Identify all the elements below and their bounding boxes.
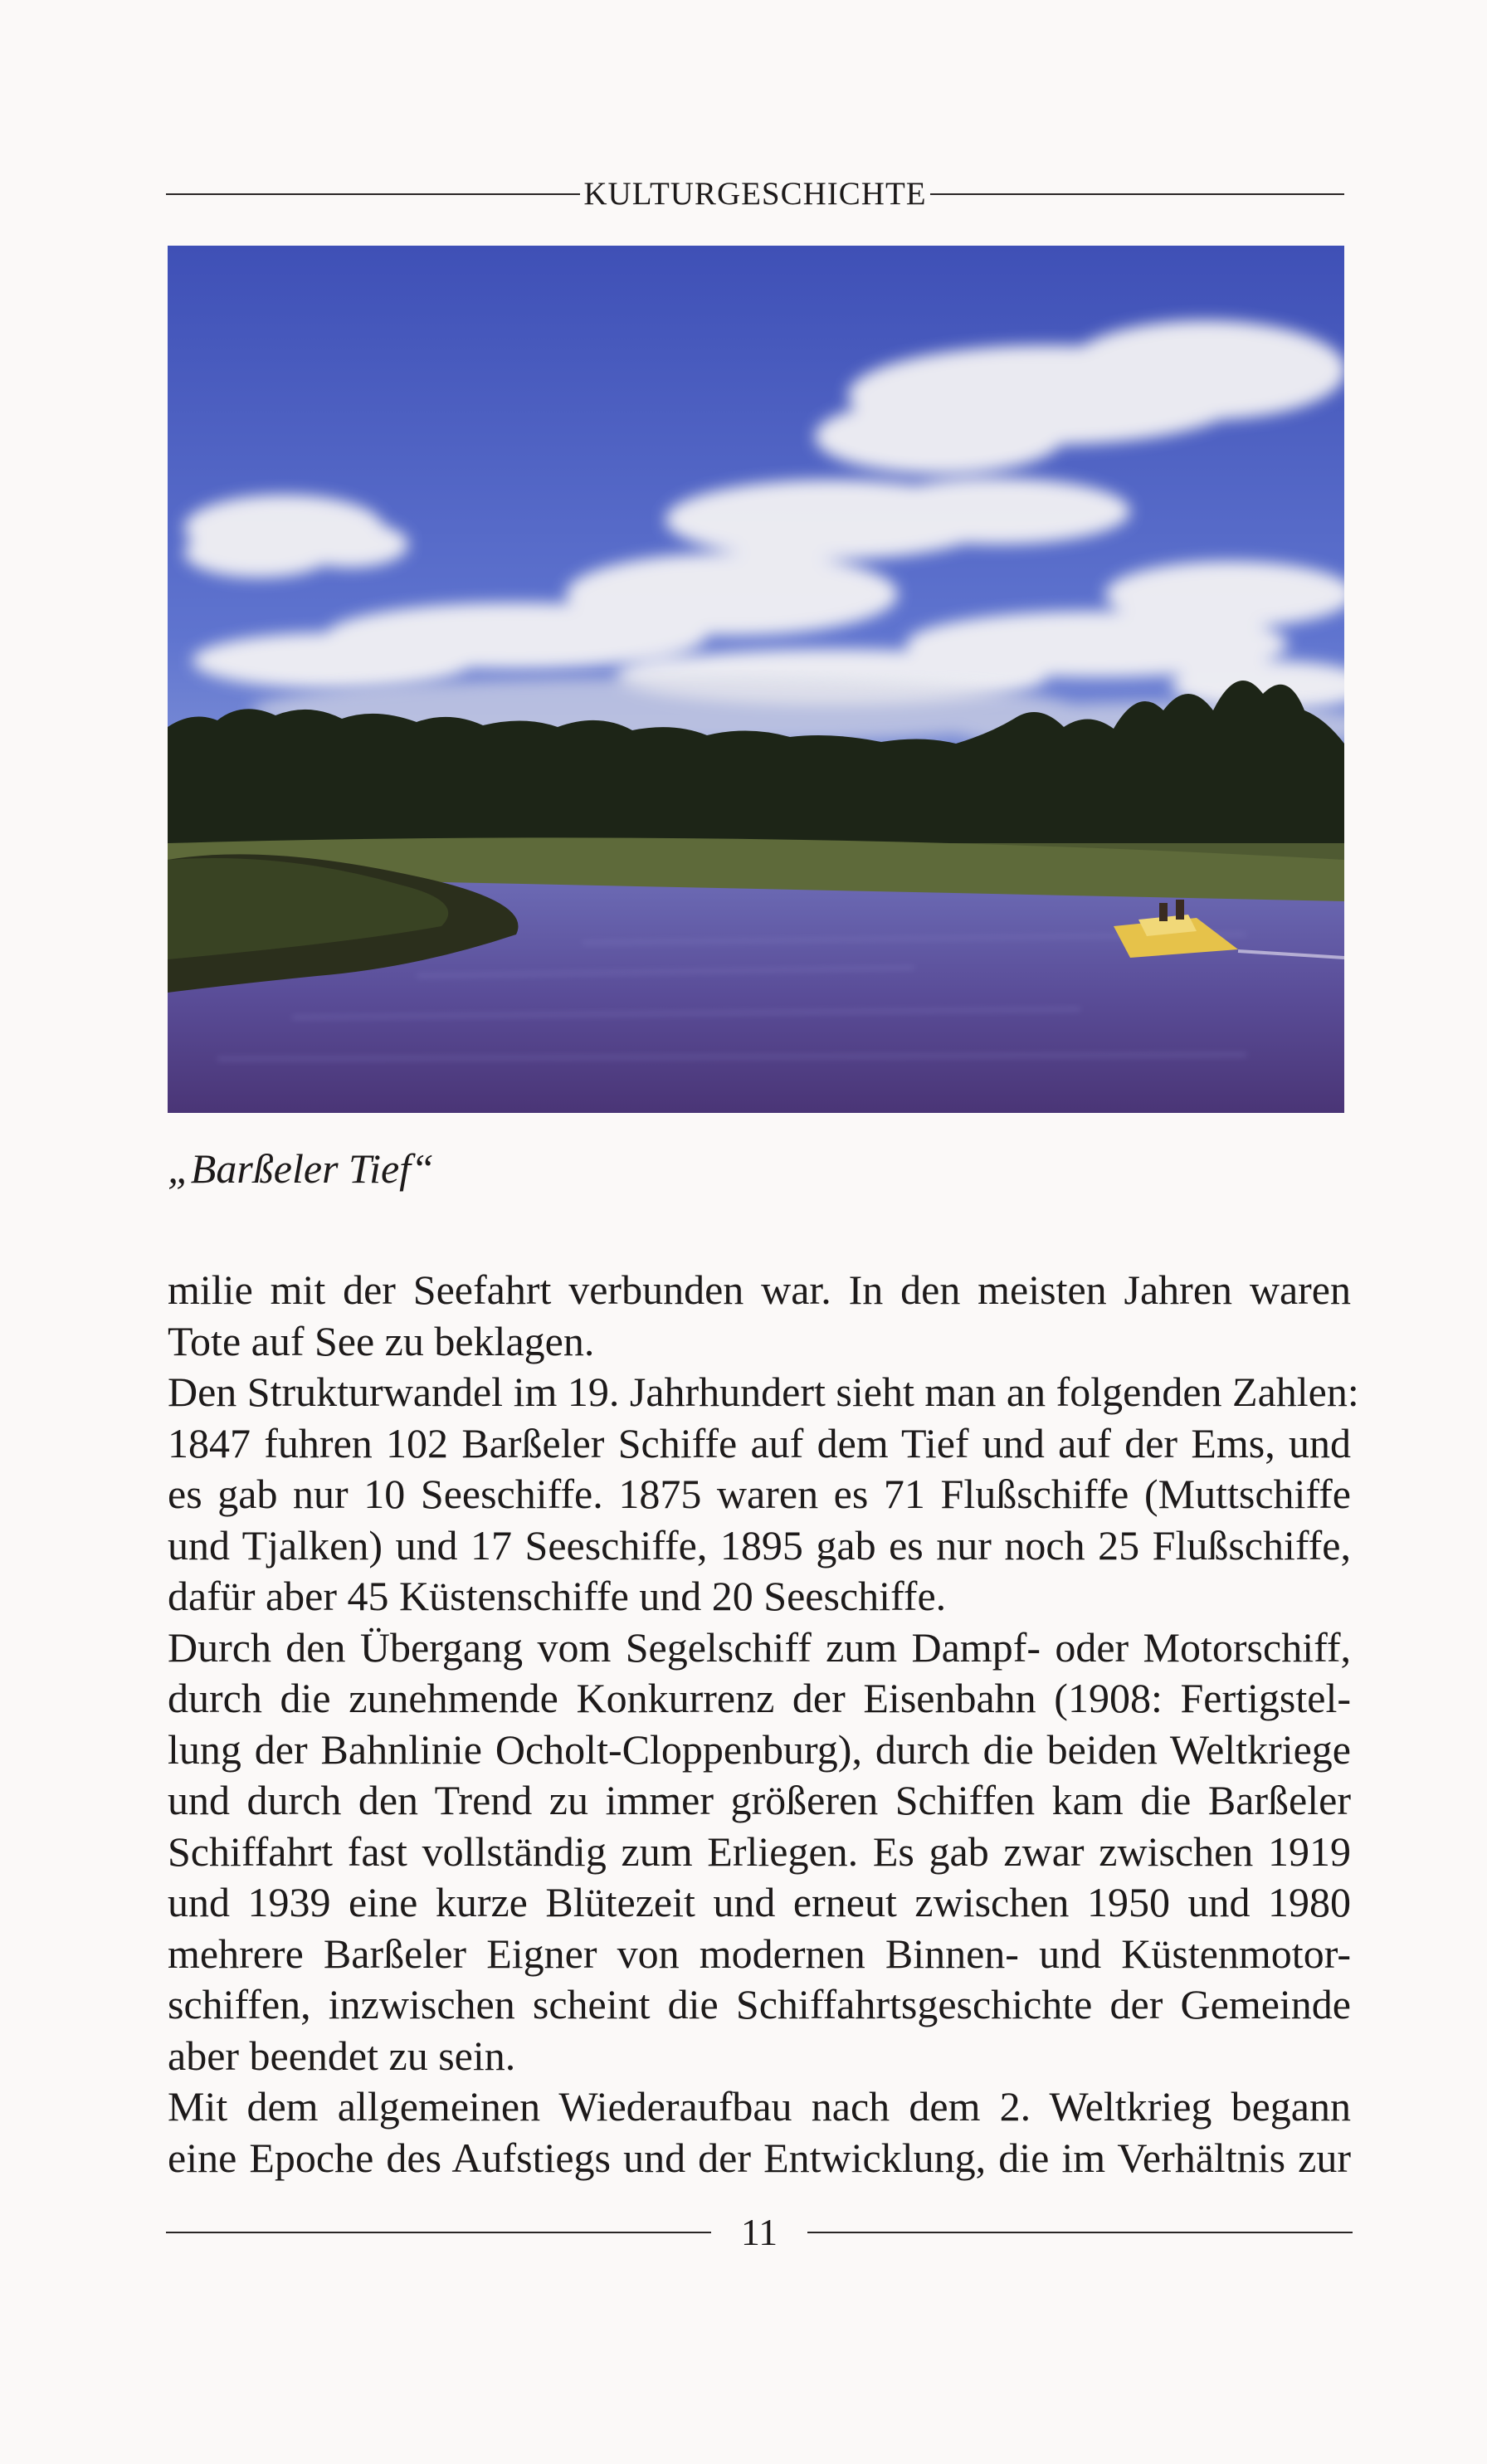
text-line: eine Epoche des Aufstiegs und der Entwicklung, die im Verhältnis zur	[168, 2134, 1351, 2181]
text-line: Mit dem allgemeinen Wiederaufbau nach dem 2. Weltkrieg begann	[168, 2083, 1351, 2130]
text-line: es gab nur 10 Seeschiffe. 1875 waren es 71 Flußschiffe (Muttschiffe	[168, 1471, 1351, 1517]
paragraph	[168, 2081, 1351, 2183]
text-line: aber beendet zu sein.	[168, 2032, 516, 2079]
paragraph	[168, 1367, 1359, 1622]
page-number: 11	[740, 2211, 778, 2253]
text-line: milie mit der Seefahrt verbunden war. In den meisten Jahren waren	[168, 1266, 1351, 1313]
footer-rule-right	[807, 2232, 1353, 2233]
text-line: und durch den Trend zu immer größeren Schiffen kam die Barßeler	[168, 1777, 1351, 1823]
text-line: Schiffahrt fast vollständig zum Erliegen. Es gab zwar zwischen 1919	[168, 1827, 1351, 1875]
text-line: und Tjalken) und 17 Seeschiffe, 1895 gab es nur noch 25 Flußschiffe,	[168, 1521, 1351, 1569]
header-rule-left	[166, 193, 580, 195]
header-rule-right	[930, 193, 1344, 195]
section-title: KULTURGESCHICHTE	[583, 176, 927, 212]
river-landscape-image	[168, 246, 1344, 1113]
river-photo	[168, 246, 1344, 1113]
body-text	[168, 1265, 1359, 2183]
page-footer	[166, 2208, 1353, 2257]
text-line: 1847 fuhren 102 Barßeler Schiffe auf dem Tief und auf der Ems, und	[168, 1419, 1351, 1466]
running-header	[166, 176, 1344, 212]
text-line: schiffen, inzwischen scheint die Schiffahrtsgeschichte der Gemeinde	[168, 1981, 1351, 2027]
text-line: und 1939 eine kurze Blütezeit und erneut zwischen 1950 und 1980	[168, 1879, 1351, 1925]
text-line: lung der Bahnlinie Ocholt-Cloppenburg), durch die beiden Weltkriege	[168, 1725, 1351, 1773]
paragraph	[168, 1265, 1351, 1367]
text-line: mehrere Barßeler Eigner von modernen Binnen- und Küstenmotor-	[168, 1930, 1351, 1977]
figure-caption: „Barßeler Tief“	[168, 1145, 434, 1192]
text-line: durch die zunehmende Konkurrenz der Eisenbahn (1908: Fertigstel-	[168, 1675, 1351, 1721]
text-line: Durch den Übergang vom Segelschiff zum Dampf- oder Motorschiff,	[168, 1623, 1351, 1671]
text-line: Den Strukturwandel im 19. Jahrhundert sieht man an folgenden Zahlen:	[168, 1369, 1359, 1415]
text-line: dafür aber 45 Küstenschiffe und 20 Seeschiffe.	[168, 1573, 947, 1619]
paragraph	[168, 1622, 1351, 2082]
footer-rule-left	[166, 2232, 711, 2233]
text-line: Tote auf See zu beklagen.	[168, 1317, 595, 1364]
